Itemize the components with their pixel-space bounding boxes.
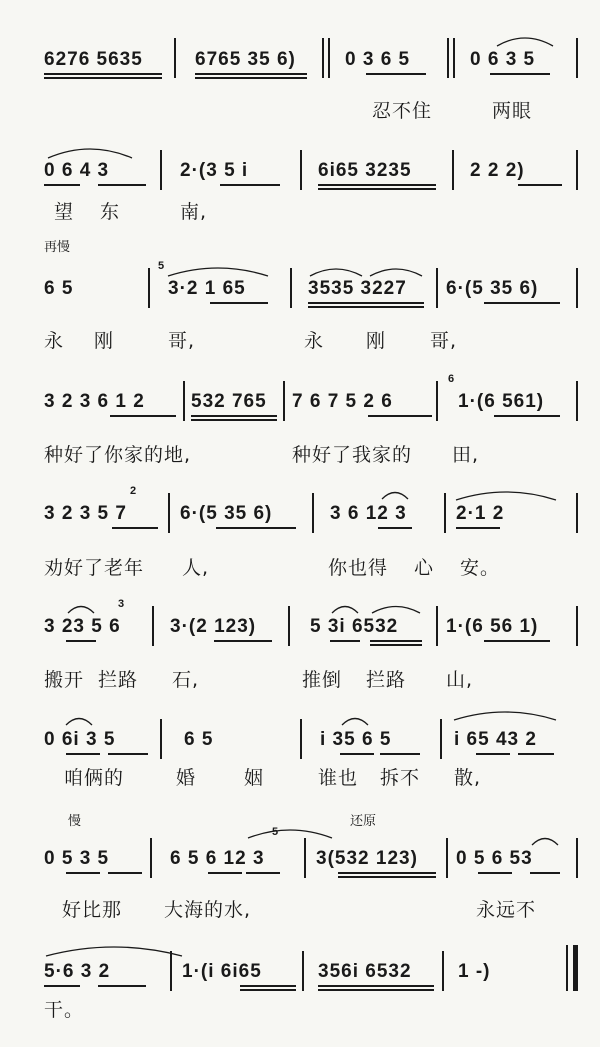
underline	[484, 640, 550, 642]
lyric: 心	[414, 557, 435, 579]
tempo-mark: 再慢	[44, 240, 71, 255]
slur	[454, 484, 558, 504]
lyric: 搬开	[44, 669, 85, 691]
measure-notes: 0 5 3 5	[44, 848, 110, 869]
lyric: 哥,	[168, 330, 196, 352]
measure-notes: 0 3 6 5	[345, 49, 411, 70]
underline	[98, 985, 146, 987]
underline	[330, 640, 360, 642]
bar-line	[304, 838, 306, 878]
underline	[195, 73, 307, 75]
bar-line	[440, 719, 442, 759]
measure-notes: 3 23 5 6	[44, 616, 121, 637]
measure-notes: 532 765	[191, 391, 267, 412]
measure-notes: i 65 43 2	[454, 729, 537, 750]
grace-note: 5	[158, 260, 165, 272]
measure-notes: 7 6 7 5 2 6	[292, 391, 393, 412]
bar-line	[174, 38, 176, 78]
underline	[110, 415, 176, 417]
underline	[210, 302, 268, 304]
bar-line	[444, 493, 446, 533]
bar-line	[170, 951, 172, 991]
underline	[456, 527, 500, 529]
grace-note: 2	[130, 485, 137, 497]
measure-notes: 6 5	[44, 278, 74, 299]
final-bar-line	[573, 945, 578, 991]
slur	[370, 600, 422, 616]
underline	[66, 640, 96, 642]
measure-notes: 3 2 3 5 7	[44, 503, 127, 524]
underline	[476, 753, 510, 755]
bar-line	[322, 38, 324, 78]
underline	[112, 527, 158, 529]
slur	[246, 822, 334, 842]
underline	[191, 419, 277, 421]
underline	[191, 415, 277, 417]
measure-notes: 6 5	[184, 729, 214, 750]
lyric: 永	[44, 330, 65, 352]
measure-notes: 0 5 6 53	[456, 848, 533, 869]
bar-line	[283, 381, 285, 421]
bar-line	[328, 38, 330, 78]
measure-notes: 3535 3227	[308, 278, 407, 299]
lyric: 你也得	[328, 557, 389, 579]
lyric: 刚	[366, 330, 387, 352]
measure-notes: 1·(i 6i65	[182, 961, 262, 982]
lyric: 咱俩的	[64, 767, 125, 789]
measure-notes: 6276 5635	[44, 49, 143, 70]
measure-notes: 2 2 2)	[470, 160, 525, 181]
underline	[66, 872, 100, 874]
measure-notes: 3·(2 123)	[170, 616, 257, 637]
lyric: 南,	[180, 201, 208, 223]
bar-line	[300, 719, 302, 759]
bar-line	[160, 150, 162, 190]
underline	[220, 184, 280, 186]
underline	[195, 77, 307, 79]
lyric: 好比那	[62, 899, 123, 921]
bar-line	[302, 951, 304, 991]
measure-notes: 1·(6 56 1)	[446, 616, 539, 637]
measure-notes: i 35 6 5	[320, 729, 392, 750]
measure-notes: 6·(5 35 6)	[180, 503, 273, 524]
underline	[318, 184, 436, 186]
bar-line	[288, 606, 290, 646]
underline	[66, 753, 100, 755]
underline	[518, 184, 562, 186]
measure-notes: 3 2 3 6 1 2	[44, 391, 145, 412]
underline	[366, 73, 426, 75]
lyric: 劝好了老年	[44, 557, 145, 579]
measure-notes: 2·1 2	[456, 503, 505, 524]
underline	[108, 753, 148, 755]
lyric: 田,	[452, 444, 480, 466]
measure-notes: 0 6i 3 5	[44, 729, 116, 750]
underline	[370, 640, 422, 642]
measure-notes: 2·(3 5 i	[180, 160, 249, 181]
lyric: 望	[54, 201, 75, 223]
slur	[340, 712, 370, 728]
lyric: 种好了你家的地,	[44, 444, 192, 466]
bar-line	[148, 268, 150, 308]
underline	[308, 302, 424, 304]
measure-notes: 3·2 1 65	[168, 278, 246, 299]
underline	[338, 872, 436, 874]
measure-notes: 0 6 4 3	[44, 160, 110, 181]
lyric: 拆不	[380, 767, 421, 789]
bar-line	[576, 838, 578, 878]
bar-line	[436, 381, 438, 421]
slur	[530, 832, 560, 848]
bar-line	[446, 838, 448, 878]
bar-line	[150, 838, 152, 878]
slur	[166, 260, 270, 280]
lyric: 拦路	[366, 669, 407, 691]
bar-line	[576, 606, 578, 646]
bar-line	[576, 268, 578, 308]
underline	[338, 876, 436, 878]
lyric: 永远不	[476, 899, 537, 921]
lyric: 忍不住	[372, 100, 433, 122]
underline	[318, 989, 434, 991]
lyric: 东	[100, 201, 121, 223]
measure-notes: 6 5 6 12 3	[170, 848, 265, 869]
bar-line	[576, 493, 578, 533]
measure-notes: 3(532 123)	[316, 848, 418, 869]
underline	[380, 753, 420, 755]
underline	[208, 872, 242, 874]
underline	[340, 753, 374, 755]
lyric: 安。	[460, 557, 501, 579]
underline	[530, 872, 560, 874]
bar-line	[576, 381, 578, 421]
underline	[108, 872, 142, 874]
lyric: 人,	[182, 557, 210, 579]
lyric: 永	[304, 330, 325, 352]
bar-line	[160, 719, 162, 759]
lyric: 山,	[446, 669, 474, 691]
lyric: 拦路	[98, 669, 139, 691]
lyric: 大海的水,	[164, 899, 252, 921]
lyric: 两眼	[492, 100, 533, 122]
lyric: 婚	[176, 767, 197, 789]
bar-line	[452, 150, 454, 190]
bar-line	[576, 150, 578, 190]
underline	[378, 527, 412, 529]
underline	[478, 872, 512, 874]
underline	[368, 415, 432, 417]
underline	[318, 188, 436, 190]
underline	[98, 184, 146, 186]
underline	[214, 640, 272, 642]
underline	[216, 527, 296, 529]
bar-line	[168, 493, 170, 533]
underline	[44, 184, 80, 186]
measure-notes: 6i65 3235	[318, 160, 412, 181]
bar-line	[312, 493, 314, 533]
measure-notes: 3 6 12 3	[330, 503, 407, 524]
lyric: 石,	[172, 669, 200, 691]
measure-notes: 1·(6 561)	[458, 391, 545, 412]
underline	[240, 989, 296, 991]
slur	[66, 600, 96, 616]
underline	[44, 77, 162, 79]
bar-line	[290, 268, 292, 308]
underline	[308, 306, 424, 308]
underline	[494, 415, 560, 417]
underline	[44, 73, 162, 75]
lyric: 种好了我家的	[292, 444, 413, 466]
bar-line	[152, 606, 154, 646]
grace-note: 3	[118, 598, 125, 610]
measure-notes: 6·(5 35 6)	[446, 278, 539, 299]
lyric: 推倒	[302, 669, 343, 691]
underline	[44, 985, 80, 987]
bar-line	[576, 38, 578, 78]
lyric: 姻	[244, 767, 265, 789]
slur	[330, 600, 360, 616]
bar-line	[436, 606, 438, 646]
underline	[518, 753, 554, 755]
measure-notes: 5·6 3 2	[44, 961, 111, 982]
underline	[490, 73, 550, 75]
lyric: 刚	[94, 330, 115, 352]
slur	[44, 938, 184, 960]
slur	[380, 486, 410, 502]
slur	[495, 30, 555, 50]
underline	[240, 985, 296, 987]
bar-line	[453, 38, 455, 78]
underline	[370, 644, 422, 646]
underline	[318, 985, 434, 987]
measure-notes: 1 -)	[458, 961, 491, 982]
bar-line	[447, 38, 449, 78]
bar-line	[183, 381, 185, 421]
measure-notes: 356i 6532	[318, 961, 412, 982]
bar-line	[442, 951, 444, 991]
grace-note: 6	[448, 373, 455, 385]
bar-line	[566, 945, 568, 991]
lyric: 哥,	[430, 330, 458, 352]
underline	[484, 302, 560, 304]
bar-line	[300, 150, 302, 190]
slur	[64, 712, 94, 728]
measure-notes: 5 3i 6532	[310, 616, 399, 637]
tempo-mark: 慢	[68, 814, 82, 829]
grace-note: 5	[272, 826, 279, 838]
lyric: 谁也	[318, 767, 359, 789]
slur	[46, 140, 134, 162]
underline	[246, 872, 280, 874]
tempo-mark: 还原	[350, 814, 377, 829]
measure-notes: 6765 35 6)	[195, 49, 296, 70]
lyric: 散,	[454, 767, 482, 789]
lyric: 干。	[44, 999, 85, 1021]
bar-line	[436, 268, 438, 308]
measure-notes: 0 6 3 5	[470, 49, 536, 70]
slur	[452, 704, 558, 724]
